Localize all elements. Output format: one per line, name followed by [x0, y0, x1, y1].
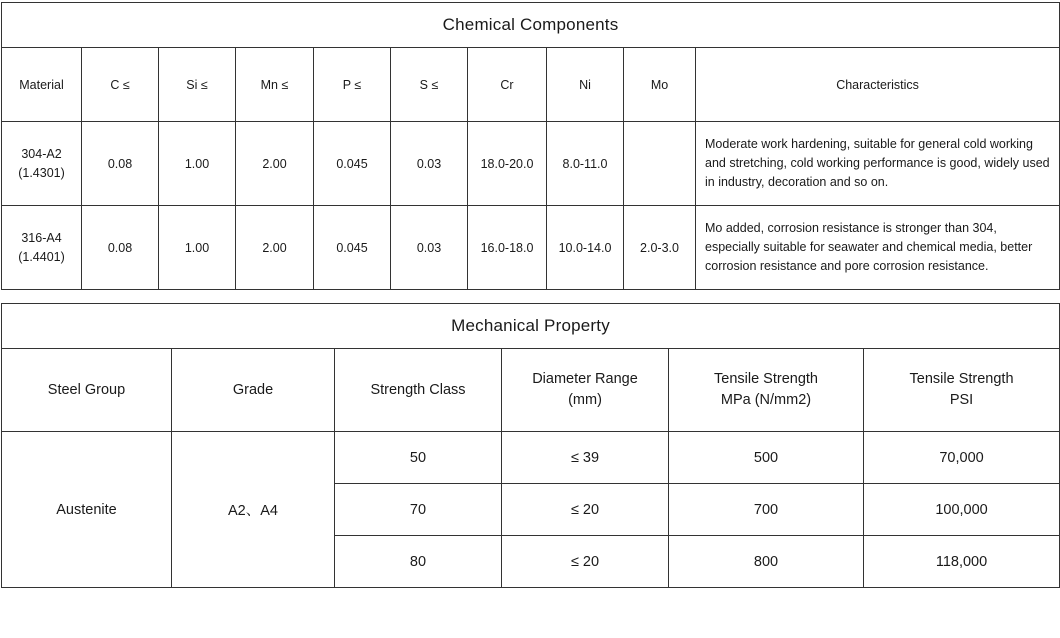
mechanical-col-steel-group: Steel Group: [2, 349, 172, 432]
mechanical-tensile-mpa-1: 500: [669, 432, 864, 484]
header-line-1: Tensile Strength: [714, 371, 818, 388]
chemical-si-304: 1.00: [159, 122, 236, 206]
chemical-mo-304: [624, 122, 696, 206]
chemical-s-316: 0.03: [391, 206, 468, 290]
document-page: [0, 2, 1060, 588]
material-code: (1.4301): [18, 165, 65, 180]
chemical-col-characteristics: Characteristics: [696, 48, 1060, 122]
header-line-1: Diameter Range: [532, 371, 638, 388]
chemical-mo-316: 2.0-3.0: [624, 206, 696, 290]
mechanical-strength-class-1: 50: [335, 432, 502, 484]
material-code: (1.4401): [18, 249, 65, 264]
mechanical-diameter-range-1: ≤ 39: [502, 432, 669, 484]
chemical-s-304: 0.03: [391, 122, 468, 206]
chemical-material-316: [2, 206, 82, 290]
mechanical-tensile-mpa-3: 800: [669, 536, 864, 588]
chemical-characteristics-304: Moderate work hardening, suitable for general cold working and stretching, cold working performance is good, widely used in industry, decoration and so on.: [696, 122, 1060, 206]
chemical-material-304: [2, 122, 82, 206]
chemical-characteristics-316: Mo added, corrosion resistance is stronger than 304, especially suitable for seawater and chemical media, better corrosion resistance and pore corrosion resistance.: [696, 206, 1060, 290]
mechanical-strength-class-3: 80: [335, 536, 502, 588]
chemical-col-mo: Mo: [624, 48, 696, 122]
mechanical-col-tensile-psi: [864, 349, 1060, 432]
mechanical-col-tensile-mpa: [669, 349, 864, 432]
mechanical-diameter-range-3: ≤ 20: [502, 536, 669, 588]
chemical-c-316: 0.08: [82, 206, 159, 290]
chemical-mn-304: 2.00: [236, 122, 314, 206]
chemical-cr-304: 18.0-20.0: [468, 122, 547, 206]
chemical-col-s: S ≤: [391, 48, 468, 122]
chemical-col-cr: Cr: [468, 48, 547, 122]
chemical-col-ni: Ni: [547, 48, 624, 122]
header-line-2: (mm): [568, 392, 602, 408]
chemical-ni-304: 8.0-11.0: [547, 122, 624, 206]
material-name: 304-A2: [21, 147, 62, 162]
chemical-ni-316: 10.0-14.0: [547, 206, 624, 290]
table-row: [2, 432, 1060, 484]
chemical-si-316: 1.00: [159, 206, 236, 290]
chemical-title-row: [2, 3, 1060, 48]
mechanical-title-row: [2, 304, 1060, 349]
chemical-components-table: [1, 2, 1060, 290]
mechanical-tensile-psi-2: 100,000: [864, 484, 1060, 536]
header-line-1: Tensile Strength: [909, 371, 1014, 388]
table-row: [2, 122, 1060, 206]
mechanical-col-strength-class: Strength Class: [335, 349, 502, 432]
header-line-2: MPa (N/mm2): [720, 392, 812, 408]
table-row: [2, 206, 1060, 290]
material-name: 316-A4: [21, 231, 62, 246]
chemical-cr-316: 16.0-18.0: [468, 206, 547, 290]
chemical-p-316: 0.045: [314, 206, 391, 290]
mechanical-header-row: [2, 349, 1060, 432]
mechanical-col-grade: Grade: [172, 349, 335, 432]
chemical-title: Chemical Components: [2, 3, 1060, 48]
mechanical-grade: A2、A4: [172, 432, 335, 588]
mechanical-steel-group: Austenite: [2, 432, 172, 588]
mechanical-col-diameter-range: [502, 349, 669, 432]
mechanical-diameter-range-2: ≤ 20: [502, 484, 669, 536]
chemical-header-row: [2, 48, 1060, 122]
chemical-col-p: P ≤: [314, 48, 391, 122]
header-line-2: PSI: [949, 392, 974, 408]
chemical-p-304: 0.045: [314, 122, 391, 206]
mechanical-tensile-mpa-2: 700: [669, 484, 864, 536]
chemical-col-material: Material: [2, 48, 82, 122]
mechanical-tensile-psi-3: 118,000: [864, 536, 1060, 588]
chemical-col-c: C ≤: [82, 48, 159, 122]
mechanical-title: Mechanical Property: [2, 304, 1060, 349]
chemical-c-304: 0.08: [82, 122, 159, 206]
mechanical-property-table: [1, 303, 1060, 588]
chemical-mn-316: 2.00: [236, 206, 314, 290]
chemical-col-mn: Mn ≤: [236, 48, 314, 122]
chemical-col-si: Si ≤: [159, 48, 236, 122]
mechanical-strength-class-2: 70: [335, 484, 502, 536]
mechanical-tensile-psi-1: 70,000: [864, 432, 1060, 484]
